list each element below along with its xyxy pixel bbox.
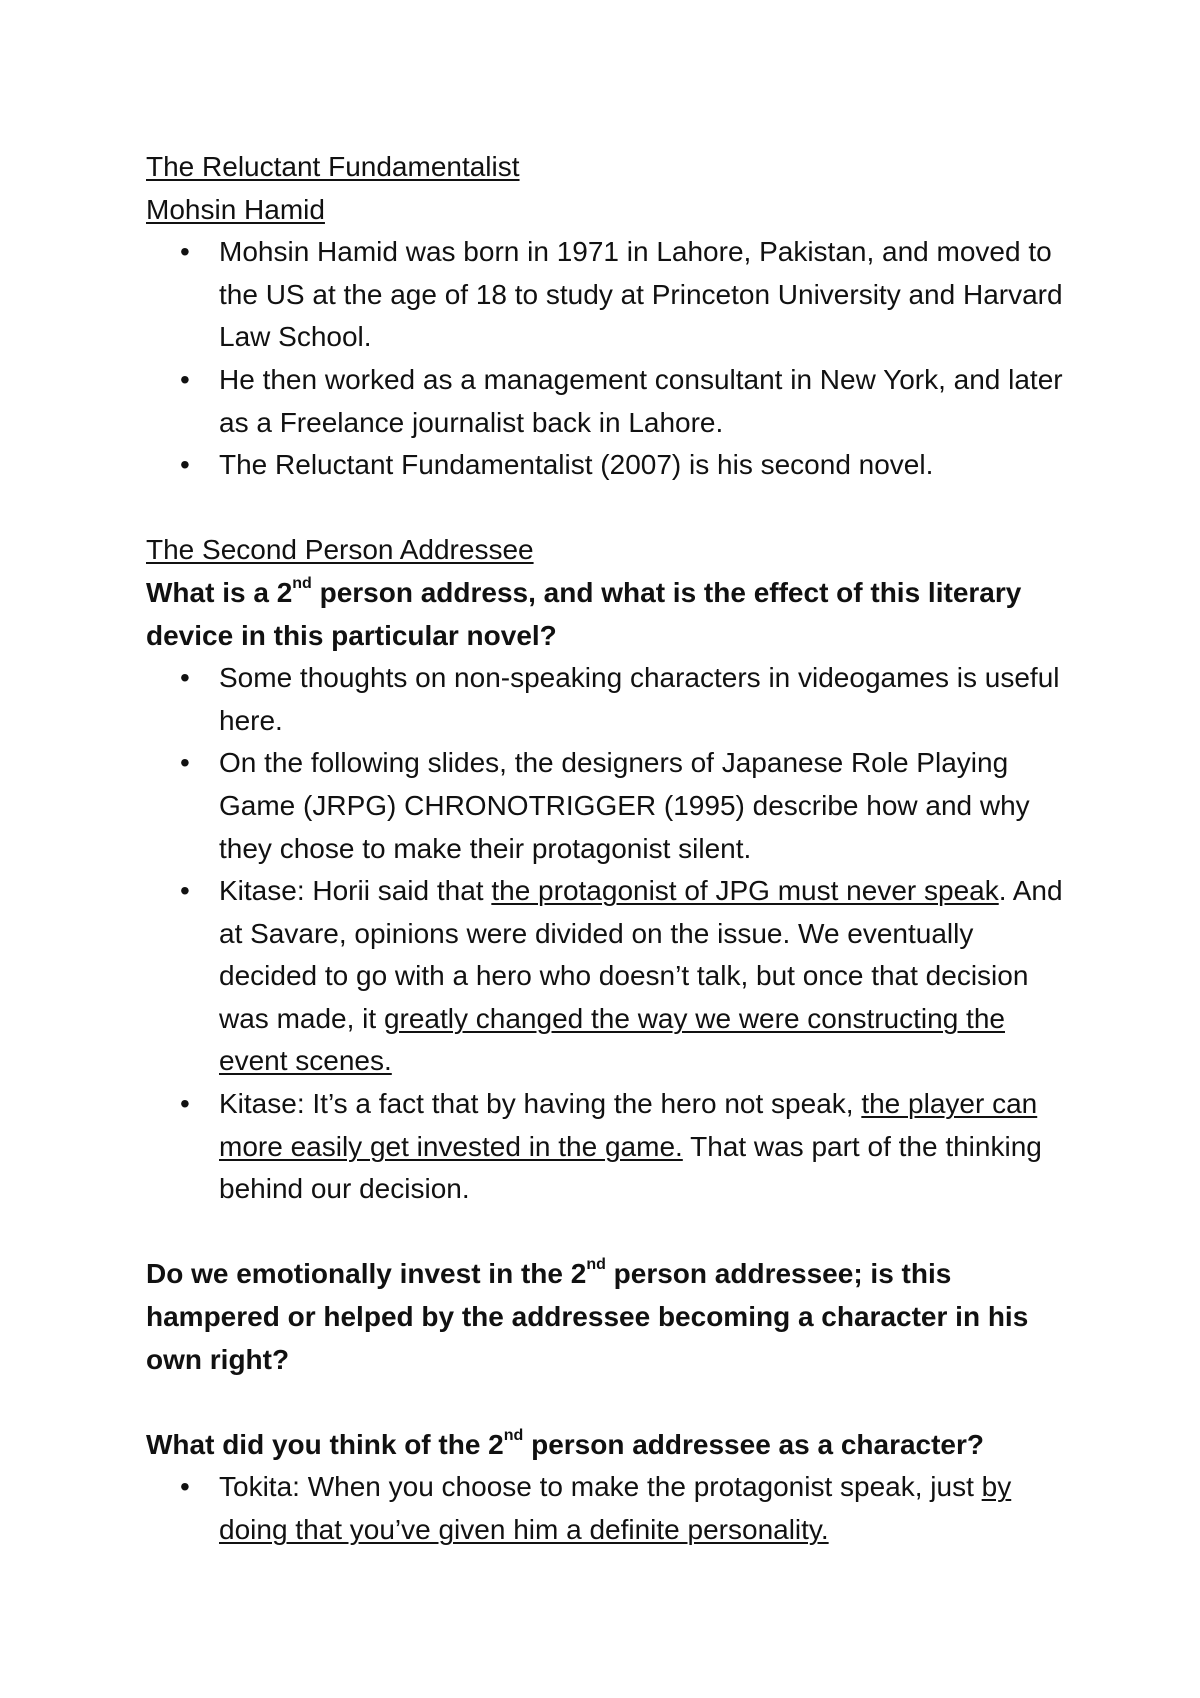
question-text: person address, and what is the effect of this literary device in this particular novel?	[146, 576, 1022, 651]
list-item: • The Reluctant Fundamentalist (2007) is his second novel.	[146, 444, 1076, 487]
question-text: What did you think of the 2	[146, 1428, 504, 1460]
quote-text: That was part of the thinking behind our decision.	[219, 1130, 1042, 1205]
quote-emphasis: greatly changed the way we were constructing the event scenes.	[219, 1002, 1005, 1077]
document-title: The Reluctant Fundamentalist	[146, 151, 520, 182]
document-page	[146, 146, 1076, 1552]
superscript: nd	[503, 1426, 524, 1444]
quote-emphasis: the protagonist of JPG must never speak	[491, 875, 999, 907]
question-3	[146, 1424, 1076, 1467]
section-heading: The Second Person Addressee	[146, 534, 534, 566]
quote-emphasis: by doing that you’ve given him a definite personality.	[219, 1471, 1012, 1545]
bio-list	[146, 231, 1076, 487]
superscript: nd	[586, 1256, 606, 1274]
list-item: • Some thoughts on non-speaking characters in videogames is useful here.	[146, 657, 1076, 742]
question-2	[146, 1253, 1076, 1381]
quote-text: Tokita: When you choose to make the protagonist speak, just	[219, 1471, 982, 1503]
quote-emphasis: the player can more easily get invested in the game.	[219, 1088, 1038, 1162]
superscript: nd	[292, 574, 312, 592]
list-item: • On the following slides, the designers of Japanese Role Playing Game (JRPG) CHRONOTRIGGER (1995) describe how and why they chose to make their protagonist silent.	[146, 742, 1076, 870]
question-text: person addressee as a character?	[523, 1428, 984, 1460]
spacer	[146, 1381, 1076, 1424]
quote-text: Kitase: Horii said that	[219, 875, 492, 907]
list-item	[146, 1083, 1076, 1211]
question-text: What is a 2	[146, 576, 293, 608]
question-text: Do we emotionally invest in the 2	[146, 1258, 587, 1290]
author-name: Mohsin Hamid	[146, 193, 325, 225]
discussion-list	[146, 657, 1076, 1211]
list-item	[146, 1466, 1076, 1551]
spacer	[146, 487, 1076, 530]
spacer	[146, 1211, 1076, 1254]
tokita-list	[146, 1466, 1076, 1551]
quote-text: Kitase: It’s a fact that by having the hero not speak,	[219, 1088, 862, 1120]
list-item: • Mohsin Hamid was born in 1971 in Lahore, Pakistan, and moved to the US at the age of 18 to study at Princeton University and Harvard Law School.	[146, 231, 1076, 359]
list-item: • He then worked as a management consultant in New York, and later as a Freelance journalist back in Lahore.	[146, 359, 1076, 444]
question-1	[146, 572, 1076, 657]
list-item	[146, 870, 1076, 1083]
quote-text: . And at Savare, opinions were divided on the issue. We eventually decided to go with a hero who doesn’t talk, but once that decision was made, it	[219, 875, 1063, 1034]
question-text: person addressee; is this hampered or helped by the addressee becoming a character in his own right?	[146, 1258, 1029, 1375]
